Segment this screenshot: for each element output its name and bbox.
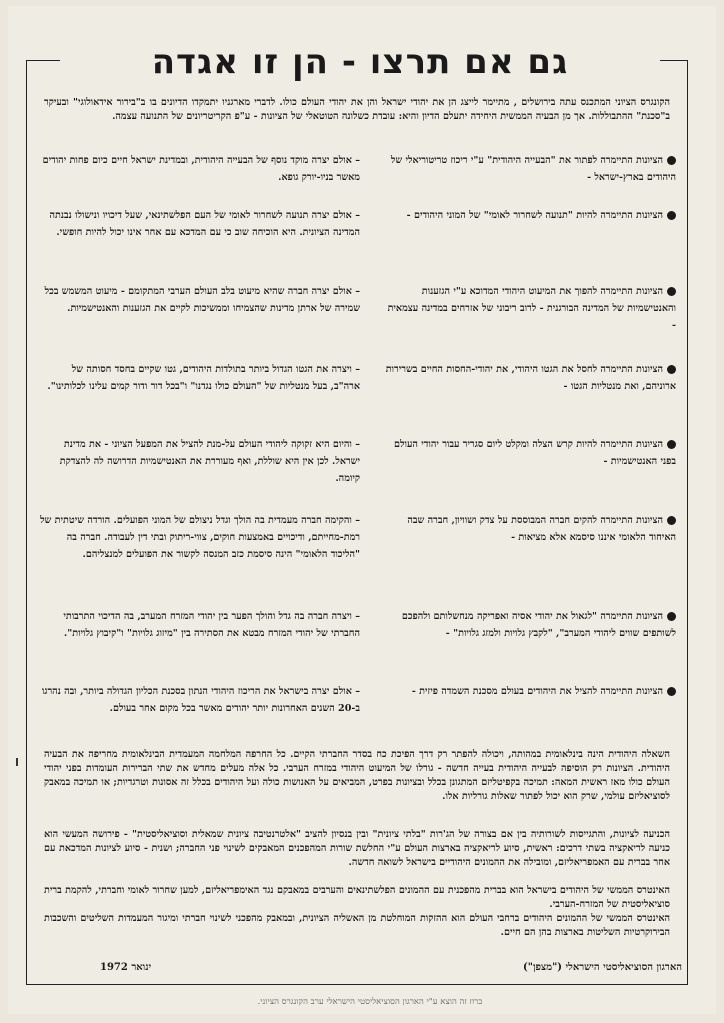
bullet-icon	[667, 211, 676, 220]
footer-note: כרוז זה הוצא ע"י הארגון הסוציאליסטי הישראלי ערב הקונגרס הציוני.	[257, 997, 483, 1007]
conclusion-paragraph: השאלה היהודית הינה בינלאומית במהותה, ויכולה להפתר רק דרך הפיכת כח בסדר החברתי הקיים. כל החרפה המלחמה המעמדית הבינלאומית מחריפה את הבעיה היהודית. הציונות רק הוסיפה לבעייה היהודית בעייה חדשה - גורלו של המיעוט היהודי במזרח הערבי. כל אלה מעלים מחדש את שתי הברירות העומדות בפני יהודי העולם כולו מאז ראשית המאה: תמיכה בקפיטליזם המתגונן בכלל ובציונות בפרט, המביאים על האנושות כולה ועל היהודים בכלל זה אסונות וטרגדיות; או תמיכה במאבק לסוציאליזם עולמי, שרק הוא יכול לפתור שאלות גורליות אלו.	[44, 749, 670, 802]
conclusion-paragraph: האינטרס הממשי של היהודים בישראל הוא בברית מהפכנית עם ההמונים הפלשתינאים והערבים במאבקם נגד האימפריאליזם, למען שחרור לאומי וחברתי, להקמת ברית סוציאליסטית של המזרח-הערבי.	[44, 885, 670, 910]
intro-paragraph: הקונגרס הציוני המתכנס עתה בירושלים , מתיימר לייצג הן את יהודי ישראל והן את יהודי העולם כולו. לדברי מארגניו יתמקדו הדיונים בו ב"בירור אידאולוגי" ובעיקר ב"סכנת" ההתבוללות. אך מן הבעיה הממשית היחידה יתעלם הדיון והיא: עובדת כשלונה הטוטאלי של הציונות - ע"פ הקריטריונים של התנועה עצמה.	[44, 97, 670, 122]
bullet-icon	[667, 287, 676, 296]
claim-text: הציונות התיימרה "לגאול את יהודי אסיה ואפריקה מנחשלותם ולהפכם לשותפים שווים ליהודי המערב", "לקבץ גלויות ולמזג גלויות" -	[401, 611, 676, 639]
margin-mark	[16, 758, 18, 766]
signature-date: ינואר 1972	[100, 962, 152, 973]
claim-text: הציונות התיימרה להפוך את המיעוט היהודי המדוכא ע"י הגזענות והאנטישמיות של המדינה הבורגנית - לרוב ריבוני של אזרחים במדינה עצמאית -	[387, 286, 676, 331]
reality-text: – אולם יצרה בישראל את הריכוז היהודי הנתון בסכנת הכליון הגדולה ביותר, ובה נהרגו ב-20 השנים האחרונות יותר יהודים מאשר בכל מקום אחר בעולם.	[41, 686, 360, 714]
bullet-icon	[667, 365, 676, 374]
conclusion-paragraph: האינטרס הממשי של ההמונים היהודים ברחבי העולם הוא ההזקות המוחלטת מן האשליה הציונית, ובמאבק מהפכני לשינוי חברתי ומיגור המעמדות השליטים והשכבות הבירוקרטיות השליטות בארצות בהן הם חיים.	[44, 913, 670, 938]
conclusion-paragraph: הכניעה לציונות, והתגייסות לשורותיה בין אם בצורה של הג'רות "בלתי ציונית" ובין בנסיון להציב "אלטרנטיבה ציונית שמאלית וסוציאליסטית" - פירושה המעשי הוא כניעה לריאקציה בשתי דרכים: ראשית, סיוע לריאקציה בארצות העולם ע"י החלשת שורות המהפכנים המאבקים לשינוי פני החברה; ושנית - סיוע לציונות המדכאת עם אחר בברית עם האמפריאליזם, ומובילה את ההמונים היהודיים בישראל לשואה חדשה.	[44, 829, 670, 868]
claim-text: הציונות התיימרה להציל את היהודים בעולם מסכנת השמדה פיזית -	[384, 683, 676, 700]
bullet-icon	[667, 516, 676, 525]
bullet-icon	[667, 612, 676, 621]
claim-text: הציונות התיימרה לחסל את הגטו היהודי, את יהודי-החסות החיים בשרירות ארוניהם, ואת מנטליות הגטו -	[385, 364, 676, 392]
reality-text: – והיום היא זקוקה ליהודי העולם על-מנת להציל את המפעל הציוני - את מדינת ישראל. לכן אין היא שוללת, ואף מעוררת את האנטישמיות הדרושה לה להצדקת קיומה.	[59, 439, 360, 484]
bullet-icon	[667, 156, 676, 165]
reality-text: – ויצרה את הגטו הגדול ביותר בתולדות היהודים, גטו שקיים בחסד חסותה של ארה"ב, בעל מנטליות של "העולם כולו נגדנו" ו"בכל דור ודור קמים עלינו לכלותינו".	[47, 364, 360, 392]
bullet-icon	[667, 440, 676, 449]
reality-text: – אולם יצרה חברה שהיא מיעוט בלב העולם הערבי המתקומם - מיעוט המשמש בכל שמירה של ארתן מדינות שהצמיחו וממשיכות לקיים את הגזענות והאנטישמיות.	[44, 286, 360, 314]
reality-text: – אולם יצרה תנועה לשחרור לאומי של העם הפלשתינאי, שעל דיכויו ונישולו נבנתה המדינה הציונית. היא הוכיחה שוב כי עם המדכא עם אחר אינו יכול להיות חופשי.	[49, 210, 360, 238]
claim-text: הציונות התיימרה לפתור את "הבעייה היהודית" ע"י ריכוז טריטוריאלי של היהודים בארץ-ישראל -	[390, 155, 676, 183]
bullet-icon	[667, 687, 676, 696]
headline: גם אם תרצו - הן זו אגדה	[60, 40, 660, 84]
reality-text: – ויצרה חברה בה גדל והולך הפער בין יהודי המזרח המערב, בה הדיכוי התרבותי החברתי של יהודי המזרח מבטא את הסתירה בין "מיזוג גלויות" ו"קיבוץ גלויות".	[63, 611, 360, 639]
reality-text: – אולם יצרה מוקד נוסף של הבעייה היהודית, ובמדינת ישראל חיים כיום פחות יהודים מאשר בניו-יורק גופא.	[42, 155, 360, 183]
reality-text: – והקימה חברה מעמדית בה הולך וגדל ניצולם של המוני הפועלים. הורדה שיטתית של רמת-מחייתם, ודיכויים באמצעות חוקים, צווי-ריתוק ובתי דין לעבודה. חברה בה "הליכוד הלאומי" הינה סיסמת כזב המנסה לקשור את הפועלים למנצליהם.	[40, 515, 360, 560]
claim-text: הציונות התיימרה להיות קרש הצלה ומקלט ליום סגריר עבור יהודי העולם בפני האנטישמיות -	[394, 439, 676, 467]
claim-text: הציונות התיימרה להקים חברה המבוססת על צדק ושוויון, חברה שבה האיחוד הלאומי איננו סיסמא אלא מציאות -	[407, 515, 676, 543]
signature-organization: הארגון הסוציאליסטי הישראלי ("מצפן")	[523, 962, 682, 973]
claim-text: הציונות התיימרה להיות "תנועה לשחרור לאומי" של המוני היהודים -	[384, 207, 676, 224]
